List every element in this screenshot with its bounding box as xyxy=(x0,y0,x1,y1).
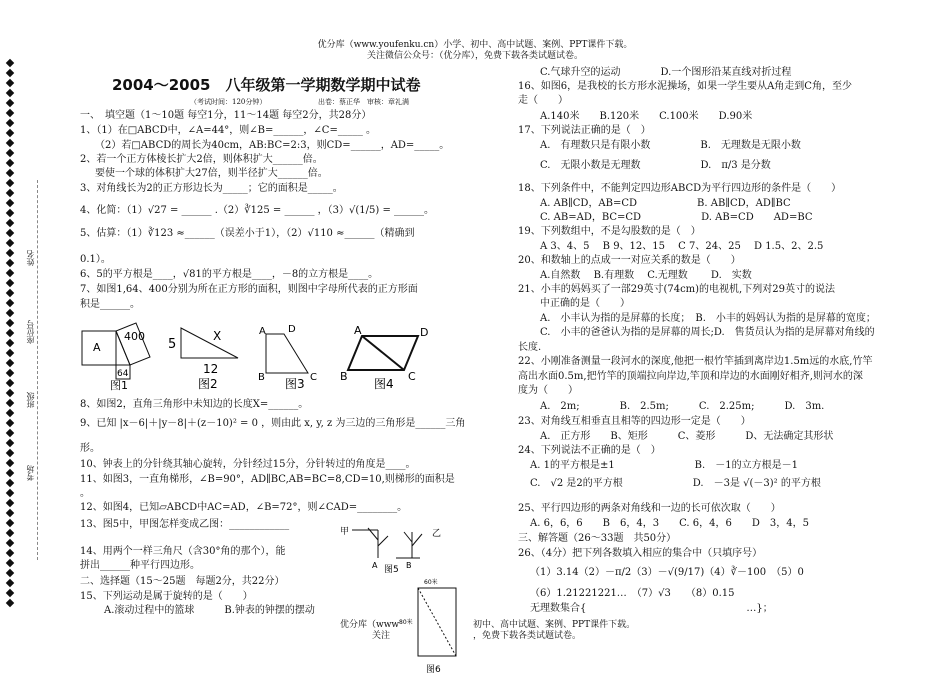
binding-diamond xyxy=(6,289,14,297)
q26-numbers-1: （1）3.14（2）－π/2（3）－√(9/17)（4）∛－100 （5）0 xyxy=(530,567,804,578)
figure-3 xyxy=(258,324,317,391)
q2-line2: 要使一个球的体积扩大27倍，则半径扩大______倍。 xyxy=(95,168,328,179)
q21-line2: 中正确的是（ ） xyxy=(540,298,630,309)
binding-diamond xyxy=(6,319,14,327)
side-label-name: 姓名 xyxy=(26,250,35,266)
fig4-label: 图4 xyxy=(374,377,394,391)
binding-diamond xyxy=(6,79,14,87)
binding-diamond xyxy=(6,209,14,217)
q20: 20、和数轴上的点成一一对应关系的数是（ ） xyxy=(518,255,741,266)
figure-4 xyxy=(340,324,428,391)
q24-options-ab: A. 1的平方根是±1 B. －1的立方根是－1 xyxy=(530,460,798,471)
q3: 3、对角线长为2的正方形边长为_____；它的面积是_____。 xyxy=(80,183,343,194)
footer-line-1b: 初中、高中试题、案例、PPT课件下载。 xyxy=(473,620,636,630)
q11-line2: 。 xyxy=(80,488,90,499)
binding-diamond xyxy=(6,119,14,127)
fig5-jia: 甲 xyxy=(340,527,350,537)
q1-part2: （2）若□ABCD的周长为40cm，AB:BC=2:3，则CD=______，AD=_____。 xyxy=(95,140,450,151)
fig3-a: A xyxy=(259,326,266,337)
binding-diamond xyxy=(6,539,14,547)
fig1-letter-a: A xyxy=(93,341,101,354)
binding-diamond xyxy=(6,309,14,317)
binding-diamond xyxy=(6,459,14,467)
binding-diamond xyxy=(6,409,14,417)
q1-part1: 1、（1）在□ABCD中，∠A=44°，则∠B=______，∠C=_____ 。 xyxy=(80,125,376,136)
binding-diamond xyxy=(6,189,14,197)
q26-irrational-set: 无理数集合{ …}； xyxy=(530,603,773,614)
binding-diamond xyxy=(6,489,14,497)
fig3-c: C xyxy=(310,372,317,383)
binding-diamond xyxy=(6,159,14,167)
binding-diamond xyxy=(6,429,14,437)
binding-diamond xyxy=(6,359,14,367)
footer-line-2b: ，免费下载各类试题试卷。 xyxy=(473,631,582,641)
footer-line-2a: 关注 xyxy=(372,631,391,641)
figure-1 xyxy=(82,323,150,392)
fig6-side-length: 80米 xyxy=(399,619,413,626)
binding-diamond xyxy=(6,439,14,447)
binding-diamond xyxy=(6,419,14,427)
q6: 6、5的平方根是____，√81的平方根是____，－8的立方根是____。 xyxy=(80,269,379,280)
binding-diamond xyxy=(6,329,14,337)
figure-6 xyxy=(398,576,468,676)
binding-diamond xyxy=(6,589,14,597)
q8: 8、如图2，直角三角形中未知边的长度X=______。 xyxy=(80,399,309,410)
q17-options-cd: C. 无限小数是无理数 D. π/3 是分数 xyxy=(540,160,771,171)
figures-1-to-4 xyxy=(78,318,438,394)
binding-diamond xyxy=(6,259,14,267)
q5-line1: 5、估算：（1）∛123 ≈______（误差小于1），（2）√110 ≈______（精确到 xyxy=(80,228,415,239)
side-label-class: 班级 xyxy=(26,392,35,408)
q7-line2: 积是______。 xyxy=(80,299,140,310)
q24-options-cd: C. √2 是2的平方根 D. －3是 √(－3)² 的平方根 xyxy=(530,478,821,489)
binding-diamond xyxy=(6,579,14,587)
section-1-heading: 一、 填空题（1～10题 每空1分，11～14题 每空2分，共28分） xyxy=(80,110,372,121)
binding-diamond xyxy=(6,109,14,117)
q16-options: A.140米 B.120米 C.100米 D.90米 xyxy=(540,111,753,122)
binding-diamond xyxy=(6,179,14,187)
binding-diamond xyxy=(6,599,14,607)
binding-diamond xyxy=(6,509,14,517)
q14-line2: 拼出______种平行四边形。 xyxy=(80,560,200,571)
binding-diamonds xyxy=(4,60,18,610)
q10: 10、钟表上的分针绕其轴心旋转，分针经过15分，分针转过的角度是____。 xyxy=(80,459,416,470)
q26: 26、（4分）把下列各数填入相应的集合中（只填序号） xyxy=(518,548,763,559)
exam-title: 2004～2005 八年级第一学期数学期中试卷 xyxy=(112,76,421,94)
q19: 19、下列数组中，不是勾股数的是（ ） xyxy=(518,226,701,237)
q19-options: A 3、4、5 B 9、12、15 C 7、24、25 D 1.5、2、2.5 xyxy=(540,241,824,252)
q5-line2: 0.1）。 xyxy=(80,254,111,265)
binding-line xyxy=(37,180,39,560)
binding-diamond xyxy=(6,129,14,137)
fig3-d: D xyxy=(288,324,296,335)
q15-options-ab: A.滚动过程中的篮球 B.钟表的钟摆的摆动 xyxy=(104,605,315,616)
fig4-a: A xyxy=(354,324,362,337)
q17: 17、下列说法正确的是（ ） xyxy=(518,125,651,136)
q16-line2: 走（ ） xyxy=(518,95,568,106)
binding-diamond xyxy=(6,89,14,97)
fig1-area-400: 400 xyxy=(124,330,145,343)
q20-options: A.自然数 B.有理数 C.无理数 D. 实数 xyxy=(540,270,752,281)
binding-diamond xyxy=(6,549,14,557)
binding-diamond xyxy=(6,169,14,177)
q22-line2: 高出水面0.5m,把竹竿的顶端拉向岸边,竿顶和岸边的水面刚好相齐,则河水的深 xyxy=(518,371,863,382)
fig2-side-x: X xyxy=(213,329,222,343)
figure-5 xyxy=(338,518,458,574)
fig3-label: 图3 xyxy=(285,377,305,391)
q21-options-cd: C. 小丰的爸爸认为指的是屏幕的周长;D. 售货员认为指的是屏幕对角线的 xyxy=(540,327,875,338)
header-line-2: 关注微信公众号：（优分库），免费下载各类试题试卷。 xyxy=(366,51,583,61)
binding-diamond xyxy=(6,149,14,157)
binding-diamond xyxy=(6,379,14,387)
footer-line-1a: 优分库（www xyxy=(340,620,400,630)
binding-diamond xyxy=(6,199,14,207)
binding-diamond xyxy=(6,499,14,507)
binding-diamond xyxy=(6,229,14,237)
q2-line1: 2、若一个正方体棱长扩大2倍，则体积扩大______倍。 xyxy=(80,154,323,165)
binding-diamond xyxy=(6,559,14,567)
q21-line-end: 长度. xyxy=(518,342,542,353)
fig5-pb: B xyxy=(406,561,412,570)
binding-diamond xyxy=(6,349,14,357)
q7-line1: 7、如图1,64、400分别为所在正方形的面积，则图中字母所代表的正方形面 xyxy=(80,284,418,295)
q9-line2: 形。 xyxy=(80,443,100,454)
q16-line1: 16、如图6，是我校的长方形水泥操场，如果一学生要从A角走到C角，至少 xyxy=(518,81,852,92)
fig2-side-12: 12 xyxy=(203,362,219,376)
q23: 23、对角线互相垂直且相等的四边形一定是（ ） xyxy=(518,416,751,427)
binding-diamond xyxy=(6,69,14,77)
q14-line1: 14、用两个一样三角尺（含30°角的那个），能 xyxy=(80,546,286,557)
binding-diamond xyxy=(6,279,14,287)
side-label-room: 考场 xyxy=(26,465,35,481)
q22-line3: 度为（ ） xyxy=(518,385,578,396)
binding-diamond xyxy=(6,569,14,577)
exam-time: （考试时间：120分钟） xyxy=(190,98,267,106)
q13: 13、图5中，甲图怎样变成乙图：____________ xyxy=(80,519,290,530)
binding-diamond xyxy=(6,239,14,247)
fig6-label: 图6 xyxy=(426,665,441,675)
binding-diamond xyxy=(6,449,14,457)
q18-options-ab: A. AB∥CD，AB=CD B. AB∥CD，AD∥BC xyxy=(540,198,791,209)
q18-options-cd: C. AB=AD，BC=CD D. AB=CD AD=BC xyxy=(540,212,813,223)
figure-2 xyxy=(168,328,238,391)
fig4-b: B xyxy=(340,370,348,383)
binding-diamond xyxy=(6,269,14,277)
q12: 12、如图4，已知▱ABCD中AC=AD，∠B=72°，则∠CAD=________。 xyxy=(80,502,408,513)
q15-options-cd: C.气球升空的运动 D.一个图形沿某直线对折过程 xyxy=(540,67,792,78)
binding-diamond xyxy=(6,339,14,347)
fig1-label: 图1 xyxy=(110,379,128,392)
binding-diamond xyxy=(6,219,14,227)
q25-options: A. 6，6，6 B 6，4，3 C. 6，4，6 D 3，4，5 xyxy=(530,518,809,529)
side-label-seat: 座位号 xyxy=(26,320,35,344)
q26-numbers-2: （6）1.21221221… （7）√3 （8）0.15 xyxy=(530,588,735,599)
binding-diamond xyxy=(6,139,14,147)
binding-diamond xyxy=(6,519,14,527)
q22-options: A. 2m; B. 2.5m; C. 2.25m; D. 3m. xyxy=(540,401,825,412)
q4: 4、化简：（1）√27 = ______ .（2）∛125 = ______ ，（3）√(1/5) = ______。 xyxy=(80,205,435,216)
q18: 18、下列条件中，不能判定四边形ABCD为平行四边形的条件是（ ） xyxy=(518,183,842,194)
section-2-heading: 二、选择题（15～25题 每题2分，共22分） xyxy=(80,576,285,587)
fig5-pa: A xyxy=(372,561,378,570)
q15: 15、下列运动是属于旋转的是（ ） xyxy=(80,591,253,602)
q17-options-ab: A. 有理数只是有限小数 B. 无理数是无限小数 xyxy=(540,140,801,151)
binding-diamond xyxy=(6,99,14,107)
binding-diamond xyxy=(6,529,14,537)
binding-diamond xyxy=(6,469,14,477)
binding-diamond xyxy=(6,389,14,397)
fig6-top-length: 60米 xyxy=(424,579,438,586)
fig2-label: 图2 xyxy=(198,377,218,391)
q24: 24、下列说法不正确的是（ ） xyxy=(518,445,661,456)
section-3-heading: 三、解答题（26～33题 共50分） xyxy=(518,533,677,544)
fig2-side-5: 5 xyxy=(168,337,177,352)
fig5-yi: 乙 xyxy=(432,529,442,539)
q9-line1: 9、已知 |x－6|＋|y－8|＋(z－10)² = 0 ，则由此 x, y, z 为三边的三角形是______三角 xyxy=(80,418,466,429)
exam-authors: 出卷：蔡正华 审核：章礼满 xyxy=(318,98,409,106)
binding-diamond xyxy=(6,399,14,407)
binding-diamond xyxy=(6,369,14,377)
q25: 25、平行四边形的两条对角线和一边的长可依次取（ ） xyxy=(518,503,781,514)
fig3-b: B xyxy=(258,372,265,383)
fig4-c: C xyxy=(408,370,416,383)
binding-diamond xyxy=(6,299,14,307)
fig4-d: D xyxy=(420,326,429,339)
q21-options-ab: A. 小丰认为指的是屏幕的长度； B. 小丰的妈妈认为指的是屏幕的宽度； xyxy=(540,313,876,324)
q21-line1: 21、小丰的妈妈买了一部29英寸(74cm)的电视机,下列对29英寸的说法 xyxy=(518,284,835,295)
fig5-label: 图5 xyxy=(384,565,399,574)
q11-line1: 11、如图3，一直角梯形，∠B=90°，AD∥BC,AB=BC=8,CD=10,则梯形的面积是 xyxy=(80,474,455,485)
binding-diamond xyxy=(6,249,14,257)
fig1-area-64: 64 xyxy=(117,369,129,379)
q22-line1: 22、小刚准备测量一段河水的深度,他把一根竹竿插到离岸边1.5m远的水底,竹竿 xyxy=(518,356,873,367)
binding-diamond xyxy=(6,479,14,487)
binding-diamond xyxy=(6,59,14,67)
q23-options: A. 正方形 B、矩形 C、菱形 D、无法确定其形状 xyxy=(540,431,834,442)
header-line-1: 优分库（www.youfenku.cn）小学、初中、高中试题、案例、PPT课件下载。 xyxy=(317,40,633,50)
